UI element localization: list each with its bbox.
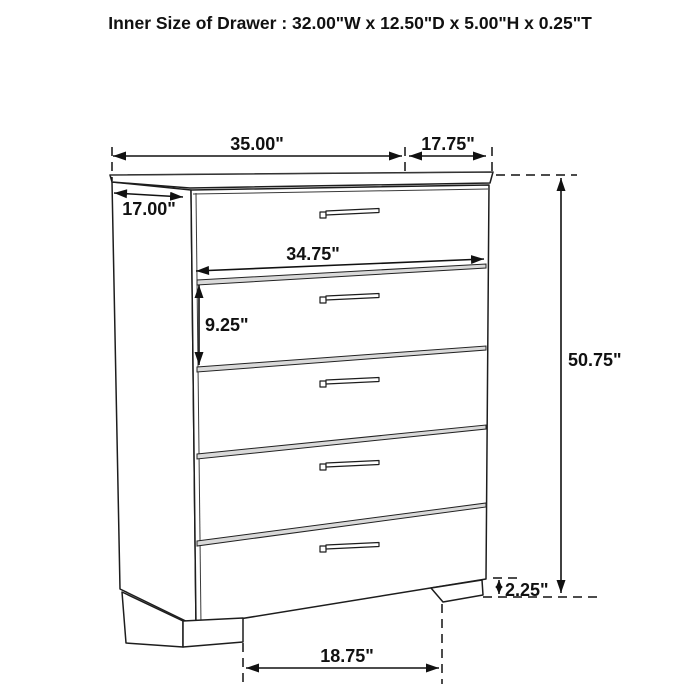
dim-label-leg-spacing: 18.75" [320, 646, 374, 666]
handle-tab [320, 464, 326, 470]
dim-label-drawer-height: 9.25" [205, 315, 249, 335]
dim-label-base-height: 2.25" [505, 580, 549, 600]
page-title: Inner Size of Drawer : 32.00"W x 12.50"D x 5.00"H x 0.25"T [108, 13, 592, 33]
handle-tab [320, 381, 326, 387]
handle-tab [320, 212, 326, 218]
dim-label-side-depth: 17.00" [122, 199, 176, 219]
side-panel [112, 182, 196, 626]
handle-tab [320, 546, 326, 552]
front-face [191, 185, 489, 626]
dim-label-top-width: 35.00" [230, 134, 284, 154]
handle-tab [320, 297, 326, 303]
left-base-front [183, 618, 243, 647]
dim-label-drawer-width: 34.75" [286, 244, 340, 264]
dim-label-top-depth: 17.75" [421, 134, 475, 154]
dim-label-overall-height: 50.75" [568, 350, 622, 370]
